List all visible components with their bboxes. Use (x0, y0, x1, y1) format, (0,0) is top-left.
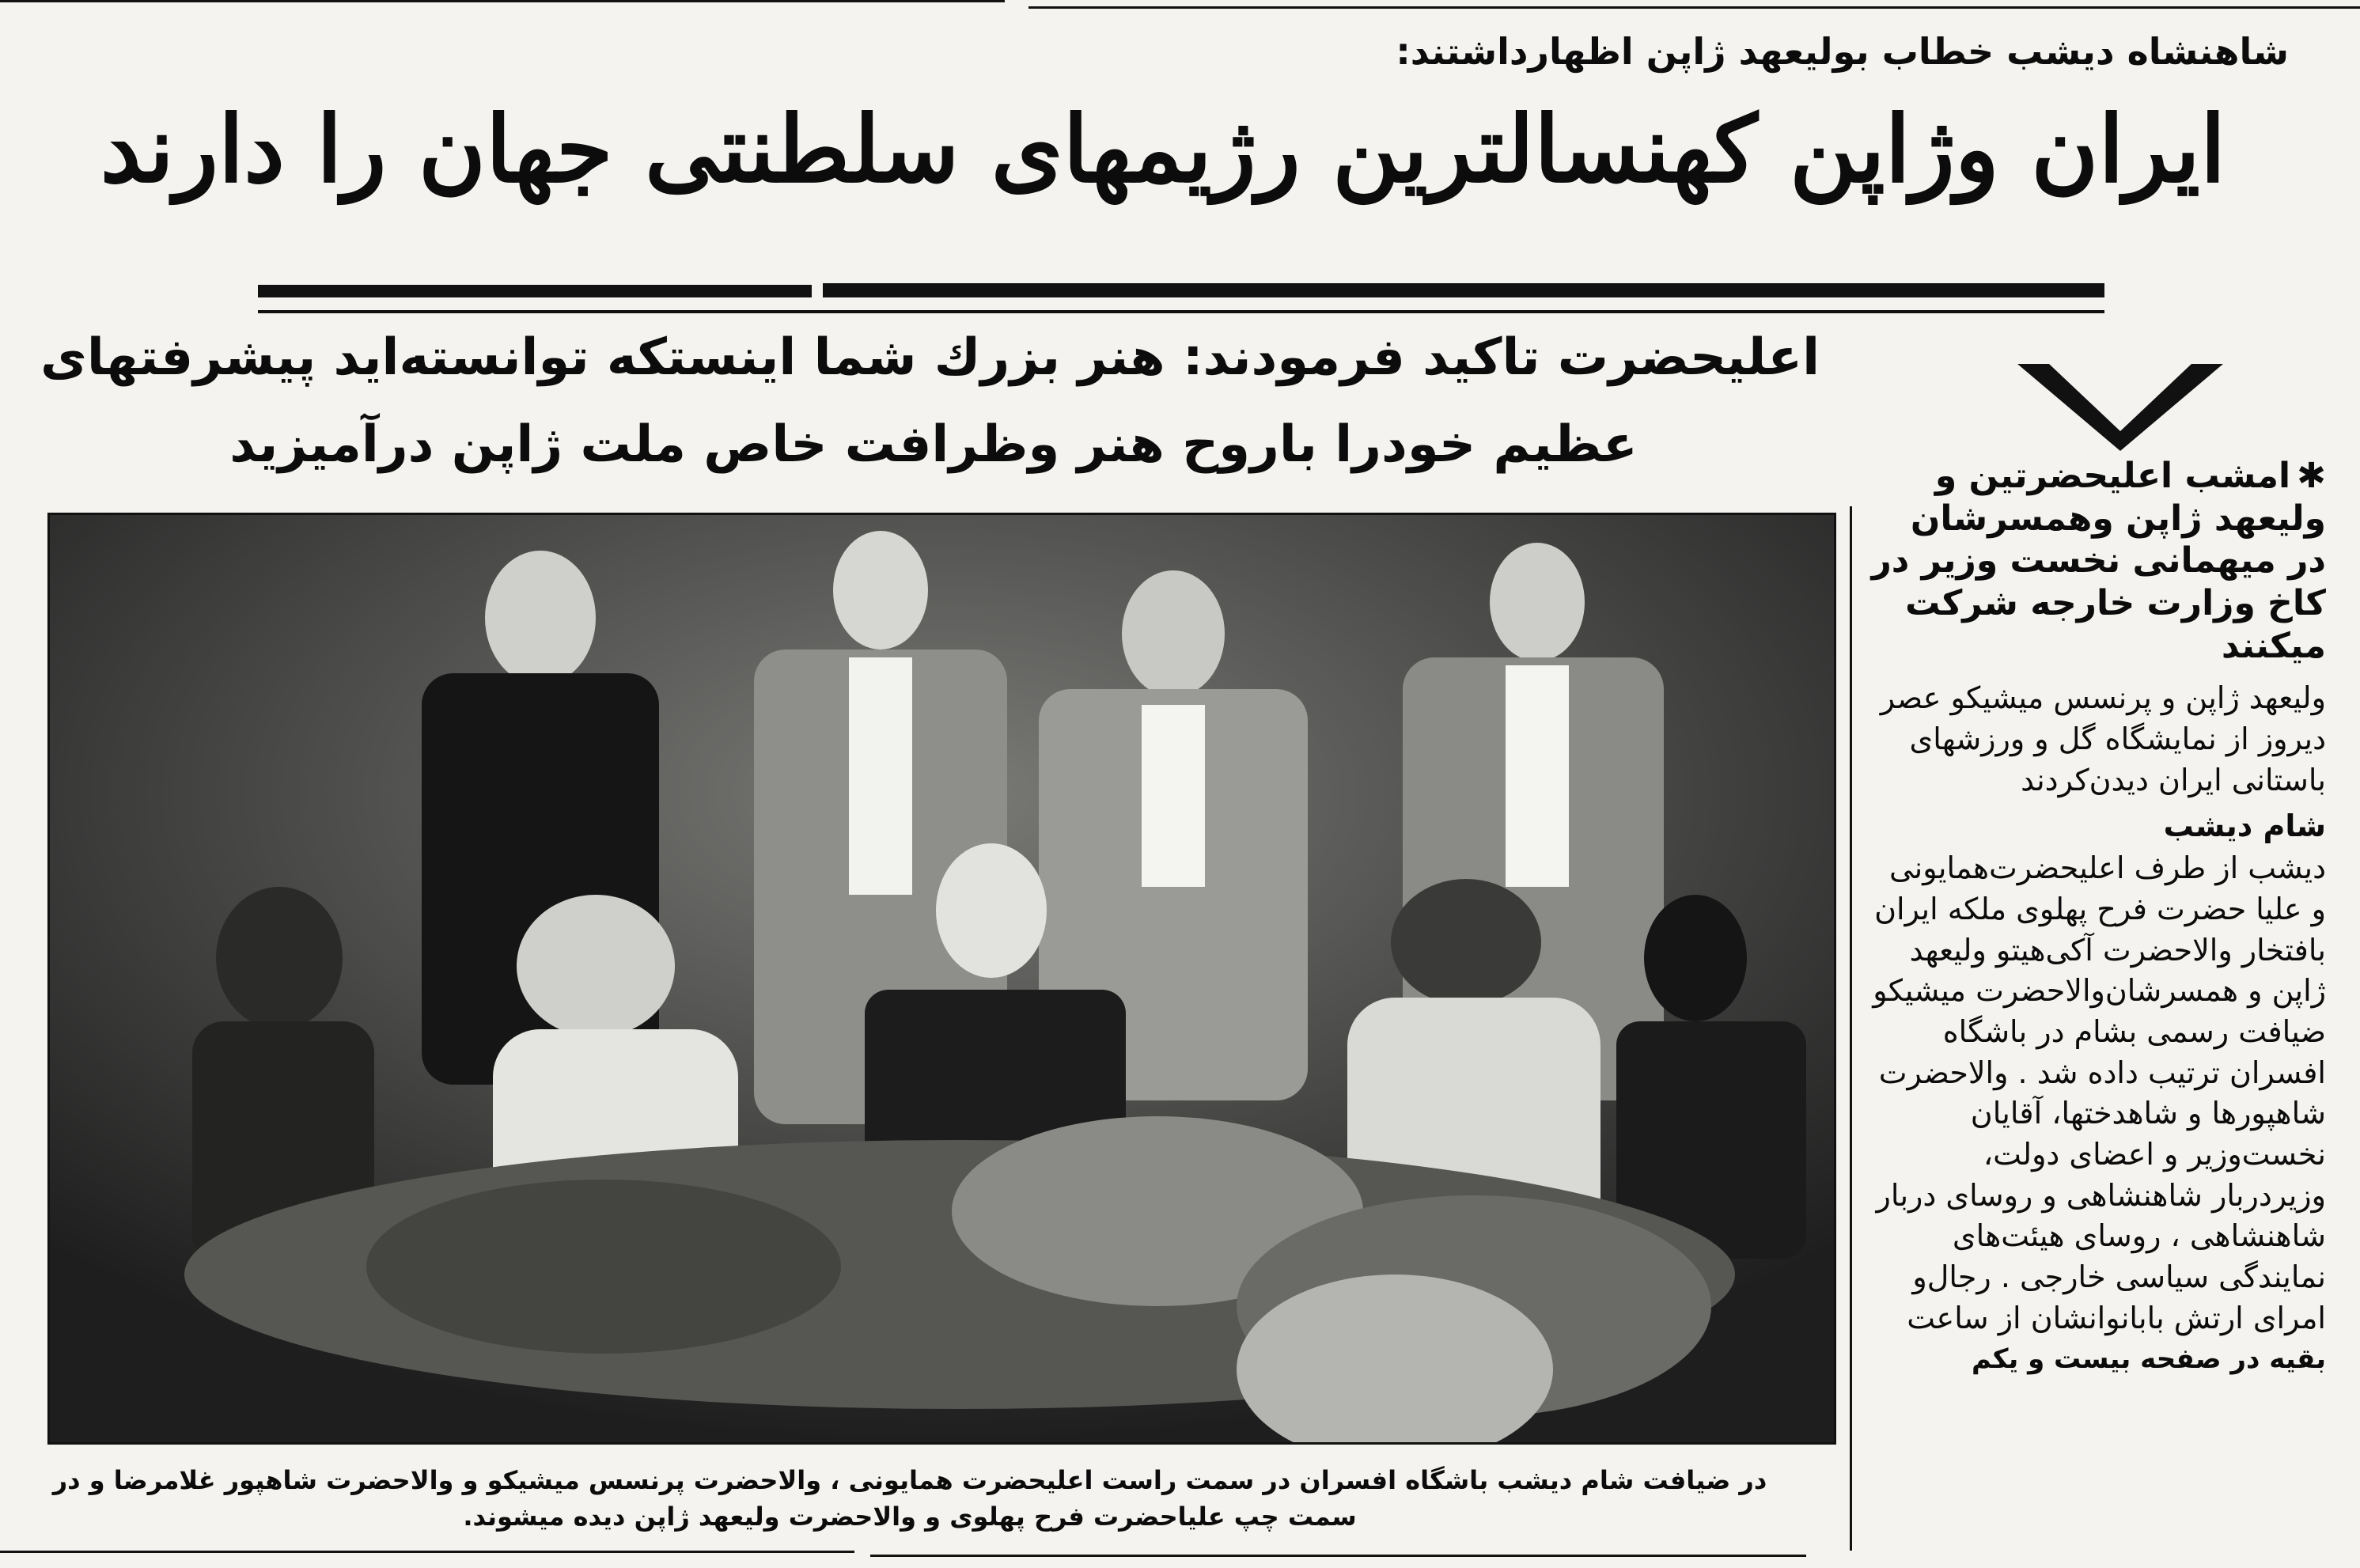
caption-line-2: سمت چپ علیاحضرت فرح پهلوی و والاحضرت ولیعهد ژاپن دیده میشوند. (463, 1502, 1357, 1532)
subhead-line-1: اعلیحضرت تاکید فرمودند: هنر بزرك شما اینستکه توانسته‌اید پیشرفتهای (40, 328, 1820, 387)
chevron-icon (2017, 356, 2223, 451)
top-rule-left (0, 0, 1005, 2)
bottom-rule-left (0, 1551, 854, 1553)
sidebar-lead-text: امشب اعلیحضرتین و ولیعهد ژاپن وهمسرشان در میهمانی نخست وزیر در کاخ وزارت خارجه شرکت میکنند (1871, 456, 2326, 666)
continued-note: بقیه در صفحه بیست و یکم (1972, 1343, 2326, 1376)
kicker: شاهنشاه دیشب خطاب بولیعهد ژاپن اظهارداشتند: (1396, 30, 2289, 73)
sidebar-body: دیشب از طرف اعلیحضرت‌همایونی و علیا حضرت فرح پهلوی ملکه ایران بافتخار والاحضرت آکی‌هیتو ولیعهد ژاپن و همسرشان‌والاحضرت میشیکو ضیافت رسمی بشام در باشگاه افسران ترتیب داده شد . والاحضرت شاهپورها و شاهدختها، آقایان نخست‌وزیر و اعضای دولت، وزیردربار شاهنشاهی و روسای دربار شاهنشاهی ، روسای هیئت‌های نمایندگی سیاسی خارجی . رجال‌و امرای ارتش بابانوانشان از ساعت (1873, 850, 2326, 1335)
sidebar-column (1867, 455, 2326, 1375)
sidebar-item-2: ولیعهد ژاپن و پرنسس میشیکو عصر دیروز از نمایشگاه گل و ورزشهای باستانی ایران دیدن‌کردند (1880, 680, 2326, 797)
subhead-line-2: عظیم خودرا باروح هنر وظرافت خاص ملت ژاپن درآمیزید (229, 415, 1638, 474)
sidebar-section-heading: شام دیشب (2163, 809, 2326, 844)
bottom-rule-right (870, 1555, 1806, 1557)
asterisk-icon: ✱ (2297, 456, 2326, 496)
headline: ایران وژاپن کهنسالترین رژیمهای سلطنتی جهان را دارند (100, 96, 2226, 203)
photo-caption (0, 1462, 1820, 1536)
top-rule-right (1028, 6, 2360, 9)
caption-line-1: در ضیافت شام دیشب باشگاه افسران در سمت راست اعلیحضرت همایونی ، والاحضرت پرنسس میشیکو و والاحضرت شاهپور غلامرضا و در (52, 1465, 1767, 1495)
column-rule (1850, 506, 1852, 1551)
thick-divider-left (258, 285, 812, 297)
sidebar-lead (1867, 455, 2326, 667)
banquet-photo (47, 513, 1836, 1445)
thin-divider (258, 310, 2104, 313)
banquet-photo-illustration (50, 515, 1834, 1442)
thick-divider-right (823, 283, 2104, 297)
